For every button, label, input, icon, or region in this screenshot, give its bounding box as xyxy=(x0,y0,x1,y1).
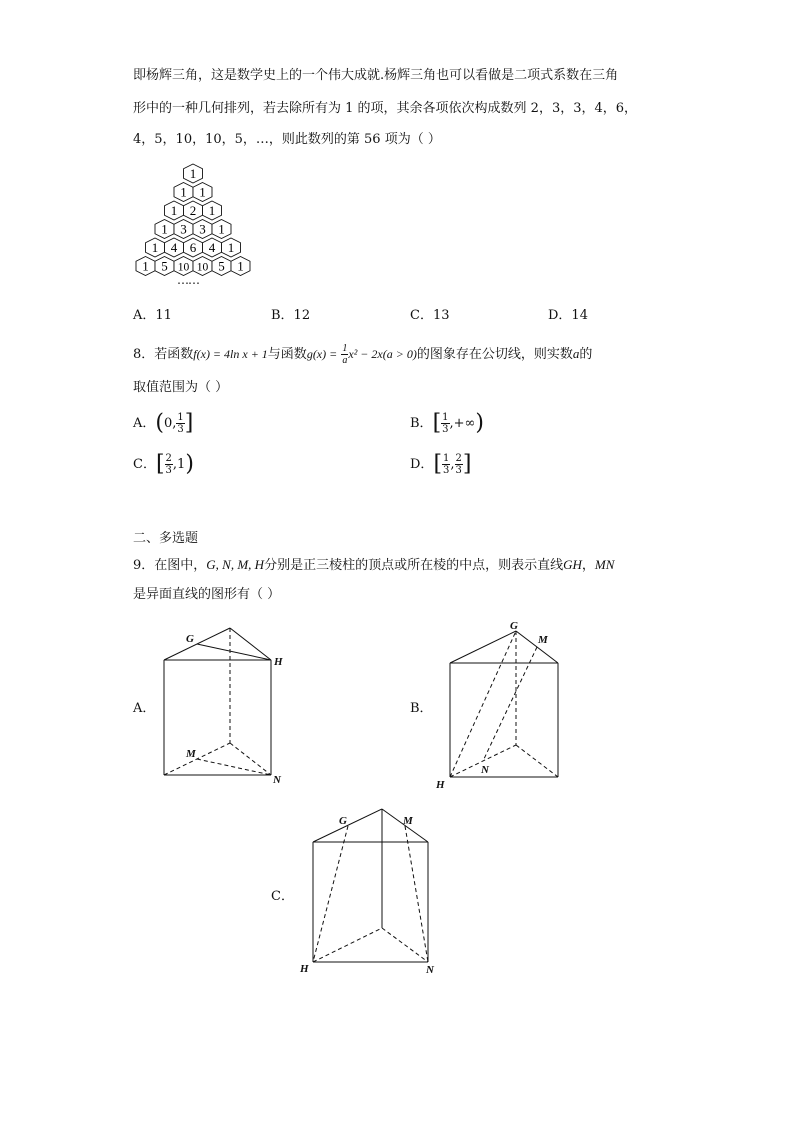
hexagon-value: 1 xyxy=(199,184,206,200)
label-m: M xyxy=(538,634,548,646)
q8-option-b-num: 1 xyxy=(442,412,449,423)
fig-c-label: C． xyxy=(271,889,294,904)
q8-option-a-prefix: A． xyxy=(133,416,156,431)
hexagon-value: 4 xyxy=(208,240,216,255)
prism-c-hidden-edge xyxy=(313,928,382,962)
hexagon-value: 1 xyxy=(237,258,244,274)
section-title: 二、多选题 xyxy=(133,531,199,546)
q8-option-b xyxy=(410,412,484,435)
q9-line2: 是异面直线的图形有（ ） xyxy=(133,587,281,602)
q9-vars: G, N, M, H xyxy=(206,557,265,572)
label-h: H xyxy=(300,963,309,975)
q7-line1: 即杨辉三角，这是数学史上的一个伟大成就.杨辉三角也可以看做是二项式系数在三角 xyxy=(133,68,619,83)
hexagon-value: 1 xyxy=(180,184,187,200)
hexagon-value: 1 xyxy=(227,240,235,255)
q8-f-expr: f(x) = 4ln x + 1 xyxy=(193,347,268,361)
hexagon-value: 10 xyxy=(177,261,190,274)
label-g: G xyxy=(339,815,347,827)
hexagon-value: 1 xyxy=(218,221,225,237)
q8-option-d-frac1 xyxy=(442,453,450,476)
q8-g-frac-den: a xyxy=(342,355,348,366)
q8-option-d-prefix: D． xyxy=(410,457,434,472)
label-g: G xyxy=(510,620,518,632)
hexagon-value: 1 xyxy=(170,203,178,218)
hexagon-value: 5 xyxy=(161,258,168,274)
hexagon-value: 1 xyxy=(189,166,197,181)
q9-prefix: 9．在图中， xyxy=(133,558,207,573)
prism-figure-c xyxy=(295,800,455,980)
q8-number: 8．若函数 xyxy=(133,347,194,362)
hexagon-value: 5 xyxy=(218,258,225,274)
q8-option-c-frac xyxy=(165,453,173,476)
prism-a-hidden-edge xyxy=(230,743,271,775)
hexagon-value: 1 xyxy=(142,258,149,274)
q9-comma: ， xyxy=(581,558,595,573)
q8-option-a-close: ] xyxy=(184,410,194,436)
q7-line2: 形中的一种几何排列，若去除所有为 1 的项，其余各项依次构成数列 2，3，3，4，6， xyxy=(133,101,638,116)
q8-option-d-num2: 2 xyxy=(455,453,462,464)
fig-a-label: A． xyxy=(133,701,156,716)
q8-option-a-open: ( xyxy=(155,410,164,436)
prism-b-hidden-edge xyxy=(516,745,558,777)
line-gh xyxy=(450,631,516,777)
q8-option-d: D．[ $\frac{1}{3}$ , $\frac{2}{3}$ ] xyxy=(410,451,472,477)
q8-option-c-close: ) xyxy=(185,451,194,477)
q9-mid: 分别是正三棱柱的顶点或所在棱的中点，则表示直线 xyxy=(264,558,564,573)
q8-option-a-num: 1 xyxy=(177,412,184,423)
q8-line2: 取值范围为（ ） xyxy=(133,380,229,395)
q8-option-c-open: [ xyxy=(155,451,165,477)
q8-option-b-den: 3 xyxy=(442,424,449,435)
hexagon-value: 2 xyxy=(189,203,197,218)
q8-option-b-open: [ xyxy=(432,410,442,436)
prism-b-edge xyxy=(450,631,516,663)
q8-option-b-prefix: B． xyxy=(410,416,433,431)
prism-figure-b xyxy=(430,615,580,795)
q7-line3: 4，5，10，10，5，…，则此数列的第 56 项为（ ） xyxy=(133,132,441,147)
hexagon-value: 1 xyxy=(151,240,159,255)
q8-option-d-den2: 3 xyxy=(455,465,462,476)
q8-option-a-den: 3 xyxy=(177,424,184,435)
prism-c-edge xyxy=(313,809,382,842)
q8-option-c-den: 3 xyxy=(165,465,172,476)
q8-option-a xyxy=(133,412,193,435)
q7-option-c: C．13 xyxy=(410,308,450,323)
line-mn xyxy=(405,826,428,962)
q8-option-a-left: 0, xyxy=(163,416,177,431)
hexagon-value: 3 xyxy=(180,221,187,237)
prism-c-hidden-edge xyxy=(382,928,428,962)
label-h: H xyxy=(274,656,283,668)
q8-option-a-frac xyxy=(176,412,184,435)
line-gh xyxy=(197,644,271,660)
q7-option-a: A．11 xyxy=(133,308,172,323)
line-mn xyxy=(483,647,537,761)
label-g: G xyxy=(186,633,194,645)
label-n: N xyxy=(481,764,489,776)
q8-option-d-open: [ xyxy=(433,451,443,477)
label-n: N xyxy=(273,774,281,786)
hexagon-value: 10 xyxy=(196,261,209,274)
q9-line1 xyxy=(133,556,614,575)
q8-option-d-den: 3 xyxy=(443,465,450,476)
line-mn xyxy=(197,759,271,775)
q8-option-d-num: 1 xyxy=(443,453,450,464)
hexagon-value: 3 xyxy=(199,221,206,237)
q8-option-c-right: ,1 xyxy=(172,457,186,472)
hexagon-value: 4 xyxy=(170,240,178,255)
triangle-ellipsis: …… xyxy=(177,273,199,287)
q8-g-expr-post: x² − 2x(a > 0) xyxy=(348,347,417,361)
q7-option-d: D．14 xyxy=(548,308,588,323)
hexagon-value: 1 xyxy=(161,221,168,237)
q8-option-c-num: 2 xyxy=(165,453,172,464)
q8-option-b-frac xyxy=(441,412,449,435)
q8-option-c xyxy=(133,453,194,476)
label-m: M xyxy=(403,815,413,827)
q8-option-c-prefix: C． xyxy=(133,457,156,472)
q8-tail2: 的 xyxy=(579,347,593,362)
q9-mn: MN xyxy=(594,557,615,572)
label-h: H xyxy=(436,779,445,791)
q9-gh: GH xyxy=(563,557,582,572)
line-gh xyxy=(313,826,348,962)
q8-var: a xyxy=(572,346,580,361)
q8-tail: 的图象存在公切线，则实数 xyxy=(416,347,573,362)
hexagon-value: 6 xyxy=(189,240,197,255)
label-m: M xyxy=(186,748,196,760)
q8-g-frac-num: 1 xyxy=(342,343,348,354)
q8-option-d-close: ] xyxy=(462,451,472,477)
prism-figure-a xyxy=(150,625,300,790)
q8-g-expr-pre: g(x) = xyxy=(306,347,338,361)
q8-line1 xyxy=(133,343,592,366)
hexagon-value: 1 xyxy=(208,203,216,218)
q8-option-b-close: ) xyxy=(475,410,484,436)
fig-b-label: B． xyxy=(410,701,433,716)
q7-option-b: B．12 xyxy=(271,308,311,323)
label-n: N xyxy=(426,964,434,976)
q8-mid: 与函数 xyxy=(267,347,307,362)
q8-option-d-frac2 xyxy=(455,453,463,476)
q8-option-b-right: ,+∞ xyxy=(449,416,476,431)
